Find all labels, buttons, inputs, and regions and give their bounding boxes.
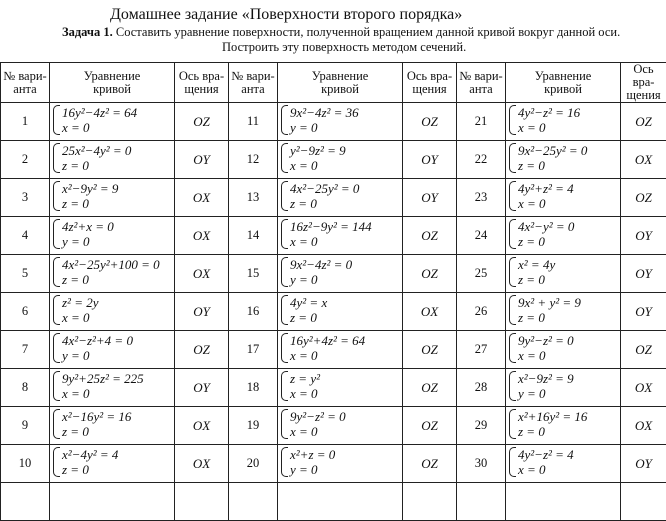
column-header-variant-line2: анта <box>469 82 492 96</box>
column-header-variant-line2: анта <box>241 82 264 96</box>
curve-equation <box>278 103 403 141</box>
curve-equation <box>278 179 403 217</box>
rotation-axis: OZ <box>403 103 457 141</box>
variant-number: 19 <box>229 407 278 445</box>
equation-line-2: z = 0 <box>518 272 555 287</box>
column-header-equation-line2: кривой <box>93 82 131 96</box>
system-brace <box>53 295 60 325</box>
system-brace <box>281 447 288 477</box>
system-brace <box>509 143 516 173</box>
column-header-equation-line2: кривой <box>321 82 359 96</box>
variant-number: 2 <box>1 141 50 179</box>
variant-number: 8 <box>1 369 50 407</box>
variant-number: 22 <box>457 141 506 179</box>
equation-system <box>509 371 574 401</box>
curve-equation <box>506 293 621 331</box>
curve-equation <box>50 103 175 141</box>
variant-number: 5 <box>1 255 50 293</box>
rotation-axis: OX <box>175 407 229 445</box>
column-header-axis-line2: щения <box>412 82 446 96</box>
equation-line-2: x = 0 <box>290 386 320 401</box>
variant-number: 21 <box>457 103 506 141</box>
task-text-line1: Составить уравнение поверхности, полученной вращением данной кривой вокруг данной оси. <box>116 25 620 39</box>
variant-number: 17 <box>229 331 278 369</box>
variant-number: 29 <box>457 407 506 445</box>
curve-equation <box>50 407 175 445</box>
variant-number: 23 <box>457 179 506 217</box>
system-brace <box>53 371 60 401</box>
system-brace <box>509 295 516 325</box>
table-body <box>1 103 666 521</box>
table-row <box>1 407 666 445</box>
column-header-axis <box>175 63 229 103</box>
equation-system <box>509 409 587 439</box>
curve-equation <box>278 217 403 255</box>
equation-line-2: z = 0 <box>518 424 587 439</box>
equation-system <box>281 447 335 477</box>
variant-number: 24 <box>457 217 506 255</box>
table-row <box>1 217 666 255</box>
curve-equation <box>278 293 403 331</box>
column-header-equation-line1: Уравнение <box>535 69 592 83</box>
equation-line-2: x = 0 <box>518 120 580 135</box>
curve-equation <box>506 445 621 483</box>
system-brace <box>509 219 516 249</box>
task-label: Задача 1. <box>62 25 113 39</box>
rotation-axis: OY <box>621 255 666 293</box>
equation-system <box>509 333 574 363</box>
curve-equation <box>506 103 621 141</box>
task-text-line2: Построить эту поверхность методом сечений. <box>62 40 666 55</box>
rotation-axis: OX <box>175 217 229 255</box>
variant-number: 4 <box>1 217 50 255</box>
equation-line-2: x = 0 <box>290 424 346 439</box>
system-brace <box>53 447 60 477</box>
column-header-axis-line1: Ось вра- <box>633 62 655 89</box>
column-header-axis <box>403 63 457 103</box>
column-header-variant-line1: № вари- <box>3 69 46 83</box>
curve-equation <box>506 331 621 369</box>
empty-cell <box>457 483 506 521</box>
system-brace <box>509 409 516 439</box>
column-header-axis <box>621 63 666 103</box>
curve-equation <box>278 369 403 407</box>
equation-system <box>509 295 581 325</box>
curve-equation <box>278 141 403 179</box>
curve-equation <box>506 407 621 445</box>
equation-line-1: 9y²−z² = 0 <box>290 409 346 424</box>
variant-number: 10 <box>1 445 50 483</box>
curve-equation <box>50 293 175 331</box>
system-brace <box>509 257 516 287</box>
header-row <box>1 63 666 103</box>
equation-line-1: x²+16y² = 16 <box>518 409 587 424</box>
empty-cell <box>1 483 50 521</box>
column-header-variant-line1: № вари- <box>231 69 274 83</box>
equation-line-1: 9x²−25y² = 0 <box>518 143 587 158</box>
system-brace <box>281 219 288 249</box>
table-row <box>1 103 666 141</box>
variant-number: 13 <box>229 179 278 217</box>
equation-system <box>53 447 118 477</box>
system-brace <box>281 333 288 363</box>
system-brace <box>53 143 60 173</box>
variant-number: 3 <box>1 179 50 217</box>
equation-system <box>53 295 99 325</box>
variant-number: 27 <box>457 331 506 369</box>
rotation-axis: OZ <box>175 103 229 141</box>
variant-number: 28 <box>457 369 506 407</box>
equation-line-2: x = 0 <box>518 462 574 477</box>
equation-line-2: z = 0 <box>62 462 118 477</box>
curve-equation <box>50 445 175 483</box>
equation-system <box>53 143 131 173</box>
column-header-axis-line2: щения <box>184 82 218 96</box>
system-brace <box>281 409 288 439</box>
equation-line-1: 25x²−4y² = 0 <box>62 143 131 158</box>
equation-system <box>281 371 320 401</box>
curve-equation <box>506 255 621 293</box>
variant-number: 20 <box>229 445 278 483</box>
empty-cell <box>50 483 175 521</box>
equation-line-2: z = 0 <box>518 158 587 173</box>
rotation-axis: OZ <box>403 217 457 255</box>
document-title: Домашнее задание «Поверхности второго порядка» <box>110 6 462 24</box>
system-brace <box>509 447 516 477</box>
variant-number: 16 <box>229 293 278 331</box>
rotation-axis: OY <box>621 217 666 255</box>
equation-line-2: x = 0 <box>518 348 574 363</box>
variant-number: 7 <box>1 331 50 369</box>
equation-line-1: z = y² <box>290 371 320 386</box>
equation-system <box>53 257 160 287</box>
curve-equation <box>506 141 621 179</box>
column-header-equation <box>50 63 175 103</box>
system-brace <box>509 105 516 135</box>
rotation-axis: OY <box>175 141 229 179</box>
equation-line-1: x²−4y² = 4 <box>62 447 118 462</box>
system-brace <box>509 333 516 363</box>
equation-line-2: y = 0 <box>62 234 114 249</box>
empty-cell <box>621 483 666 521</box>
rotation-axis: OZ <box>175 331 229 369</box>
equation-line-2: z = 0 <box>62 158 131 173</box>
equation-line-2: z = 0 <box>62 424 131 439</box>
table-row <box>1 369 666 407</box>
equation-line-1: x² = 4y <box>518 257 555 272</box>
equation-system <box>509 143 587 173</box>
variant-number: 15 <box>229 255 278 293</box>
rotation-axis: OX <box>175 179 229 217</box>
equation-line-2: x = 0 <box>518 196 574 211</box>
system-brace <box>281 105 288 135</box>
curve-equation <box>278 255 403 293</box>
equation-system <box>281 257 352 287</box>
equation-line-1: z² = 2y <box>62 295 99 310</box>
variant-number: 9 <box>1 407 50 445</box>
system-brace <box>281 257 288 287</box>
column-header-equation <box>506 63 621 103</box>
table-row <box>1 445 666 483</box>
equation-system <box>53 333 133 363</box>
equation-system <box>53 371 144 401</box>
equation-line-1: 16y²−4z² = 64 <box>62 105 137 120</box>
column-header-axis-line1: Ось вра- <box>179 69 224 83</box>
equation-system <box>509 447 574 477</box>
equation-line-2: x = 0 <box>62 120 137 135</box>
equation-line-1: 16z²−9y² = 144 <box>290 219 372 234</box>
equation-system <box>281 105 359 135</box>
system-brace <box>53 181 60 211</box>
variant-number: 18 <box>229 369 278 407</box>
variant-number: 6 <box>1 293 50 331</box>
equation-line-2: y = 0 <box>290 120 359 135</box>
system-brace <box>281 371 288 401</box>
variant-number: 12 <box>229 141 278 179</box>
empty-cell <box>403 483 457 521</box>
equation-line-1: 4y²−z² = 16 <box>518 105 580 120</box>
variant-number: 25 <box>457 255 506 293</box>
column-header-equation-line1: Уравнение <box>84 69 141 83</box>
table-row-cut-off <box>1 483 666 521</box>
equation-line-2: z = 0 <box>518 234 574 249</box>
equation-line-1: 9x²−4z² = 36 <box>290 105 359 120</box>
equation-system <box>281 409 346 439</box>
column-header-equation-line1: Уравнение <box>312 69 369 83</box>
equation-line-2: x = 0 <box>290 158 346 173</box>
equation-line-1: x²−9y² = 9 <box>62 181 118 196</box>
rotation-axis: OZ <box>403 331 457 369</box>
equation-line-1: 16y²+4z² = 64 <box>290 333 365 348</box>
curve-equation <box>278 407 403 445</box>
equation-line-2: y = 0 <box>290 272 352 287</box>
system-brace <box>53 257 60 287</box>
column-header-variant <box>1 63 50 103</box>
system-brace <box>281 181 288 211</box>
equation-system <box>53 219 114 249</box>
system-brace <box>509 181 516 211</box>
table-row <box>1 255 666 293</box>
curve-equation <box>506 369 621 407</box>
rotation-axis: OY <box>403 179 457 217</box>
rotation-axis: OY <box>621 445 666 483</box>
rotation-axis: OZ <box>403 255 457 293</box>
rotation-axis: OX <box>621 369 666 407</box>
rotation-axis: OX <box>621 141 666 179</box>
curve-equation <box>50 141 175 179</box>
equation-line-1: 4x²−z²+4 = 0 <box>62 333 133 348</box>
curve-equation <box>50 369 175 407</box>
rotation-axis: OZ <box>403 445 457 483</box>
equation-line-1: 4x²−25y²+100 = 0 <box>62 257 160 272</box>
equation-line-1: 4y²−z² = 4 <box>518 447 574 462</box>
empty-cell <box>278 483 403 521</box>
equation-line-1: 9y²+25z² = 225 <box>62 371 144 386</box>
rotation-axis: OY <box>403 141 457 179</box>
table-row <box>1 331 666 369</box>
variant-number: 26 <box>457 293 506 331</box>
column-header-equation <box>278 63 403 103</box>
column-header-variant <box>229 63 278 103</box>
equation-line-1: 4z²+x = 0 <box>62 219 114 234</box>
column-header-equation-line2: кривой <box>544 82 582 96</box>
equation-system <box>281 295 327 325</box>
equation-system <box>509 257 555 287</box>
system-brace <box>53 105 60 135</box>
equation-line-1: 9y²−z² = 0 <box>518 333 574 348</box>
equation-line-2: y = 0 <box>62 348 133 363</box>
equation-line-2: z = 0 <box>290 196 359 211</box>
equation-system <box>281 219 372 249</box>
equation-line-2: x = 0 <box>290 348 365 363</box>
equation-line-2: y = 0 <box>290 462 335 477</box>
curve-equation <box>50 255 175 293</box>
equation-line-2: z = 0 <box>290 310 327 325</box>
equation-system <box>509 219 574 249</box>
column-header-variant-line1: № вари- <box>459 69 502 83</box>
rotation-axis: OZ <box>621 331 666 369</box>
equation-line-2: x = 0 <box>290 234 372 249</box>
equation-system <box>53 105 137 135</box>
rotation-axis: OZ <box>621 179 666 217</box>
empty-cell <box>175 483 229 521</box>
variant-number: 1 <box>1 103 50 141</box>
equation-line-1: 9x²−4z² = 0 <box>290 257 352 272</box>
empty-cell <box>506 483 621 521</box>
system-brace <box>53 409 60 439</box>
equation-line-1: x²+z = 0 <box>290 447 335 462</box>
rotation-axis: OZ <box>403 369 457 407</box>
curve-equation <box>506 179 621 217</box>
equation-line-1: x²−16y² = 16 <box>62 409 131 424</box>
equation-line-2: y = 0 <box>518 386 574 401</box>
equation-line-1: 4y² = x <box>290 295 327 310</box>
curve-equation <box>50 179 175 217</box>
equation-system <box>509 105 580 135</box>
rotation-axis: OY <box>175 369 229 407</box>
curve-equation <box>50 217 175 255</box>
equation-line-2: z = 0 <box>62 196 118 211</box>
system-brace <box>281 295 288 325</box>
rotation-axis: OX <box>175 445 229 483</box>
variant-number: 30 <box>457 445 506 483</box>
equation-system <box>53 181 118 211</box>
equation-system <box>281 143 346 173</box>
system-brace <box>53 219 60 249</box>
equation-line-1: 4x²−25y² = 0 <box>290 181 359 196</box>
curve-equation <box>278 331 403 369</box>
equation-line-2: z = 0 <box>518 310 581 325</box>
column-header-variant <box>457 63 506 103</box>
system-brace <box>281 143 288 173</box>
equation-line-1: y²−9z² = 9 <box>290 143 346 158</box>
column-header-variant-line2: анта <box>13 82 36 96</box>
table-row <box>1 293 666 331</box>
column-header-axis-line1: Ось вра- <box>407 69 452 83</box>
equation-line-2: z = 0 <box>62 272 160 287</box>
rotation-axis: OX <box>175 255 229 293</box>
rotation-axis: OZ <box>621 103 666 141</box>
curve-equation <box>50 331 175 369</box>
empty-cell <box>229 483 278 521</box>
equation-system <box>281 181 359 211</box>
equation-line-2: x = 0 <box>62 386 144 401</box>
equation-line-1: x²−9z² = 9 <box>518 371 574 386</box>
system-brace <box>53 333 60 363</box>
rotation-axis: OY <box>175 293 229 331</box>
equation-line-1: 9x² + y² = 9 <box>518 295 581 310</box>
task-statement <box>62 25 666 55</box>
table-row <box>1 141 666 179</box>
equation-system <box>509 181 574 211</box>
rotation-axis: OZ <box>403 407 457 445</box>
column-header-axis-line2: щения <box>626 88 660 102</box>
rotation-axis: OY <box>621 293 666 331</box>
equation-line-1: 4x²−y² = 0 <box>518 219 574 234</box>
rotation-axis: OX <box>621 407 666 445</box>
variant-number: 11 <box>229 103 278 141</box>
rotation-axis: OX <box>403 293 457 331</box>
table-header <box>1 63 666 103</box>
equation-line-2: x = 0 <box>62 310 99 325</box>
curve-equation <box>278 445 403 483</box>
table-row <box>1 179 666 217</box>
variants-table <box>0 62 666 521</box>
equation-line-1: 4y²+z² = 4 <box>518 181 574 196</box>
equation-system <box>53 409 131 439</box>
equation-system <box>281 333 365 363</box>
system-brace <box>509 371 516 401</box>
variant-number: 14 <box>229 217 278 255</box>
curve-equation <box>506 217 621 255</box>
